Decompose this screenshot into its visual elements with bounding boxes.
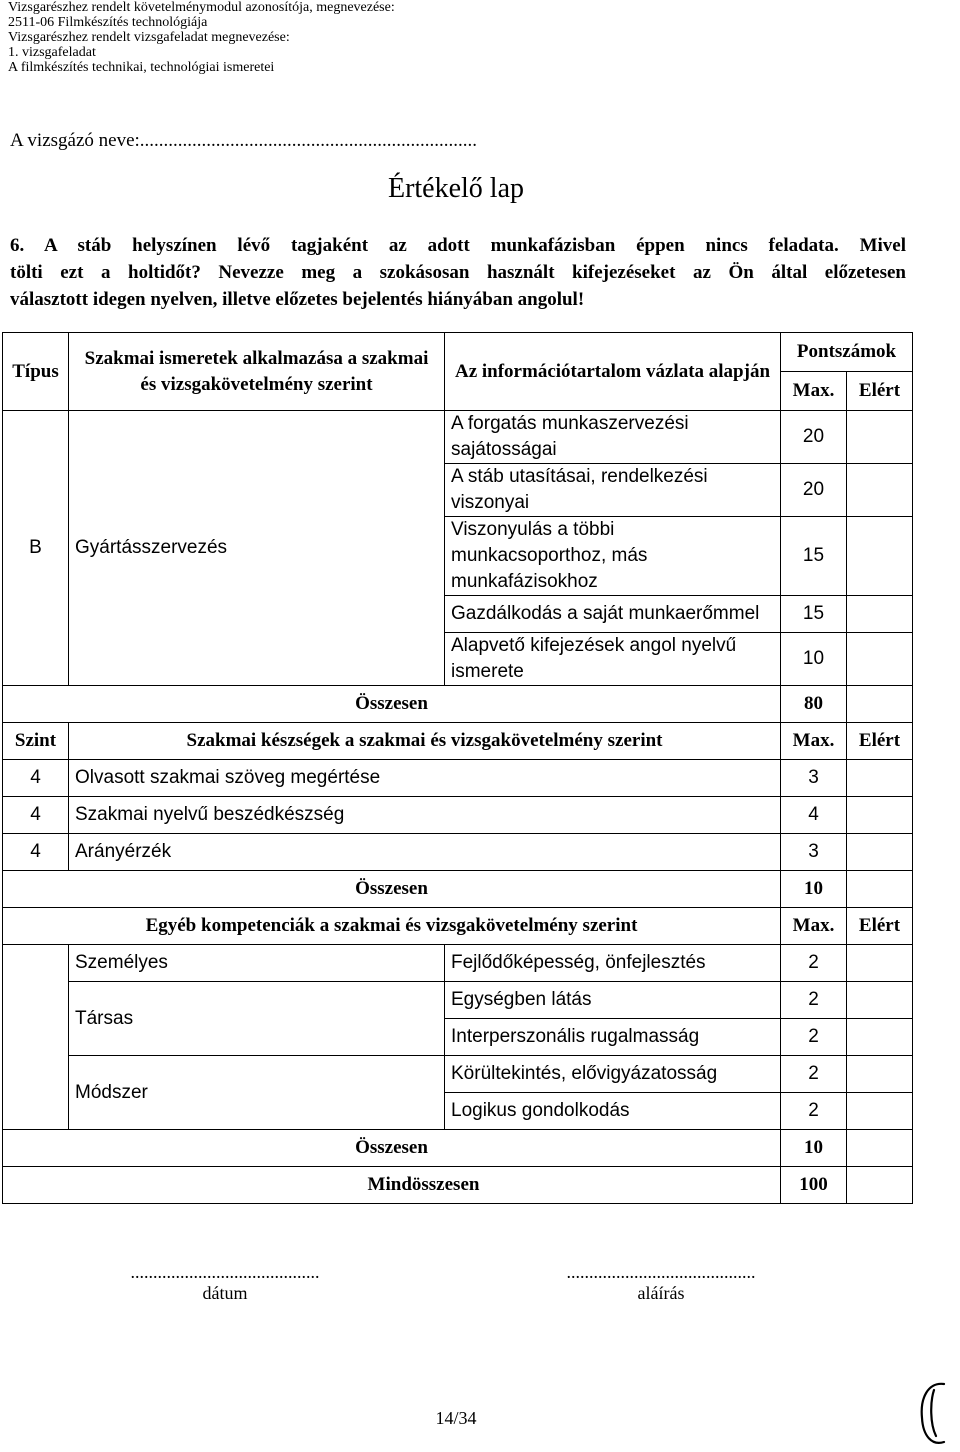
skill-max: 3 (781, 760, 847, 797)
achieved-header: Elért (847, 908, 913, 945)
grand-total-label: Mindösszesen (3, 1167, 781, 1204)
type-header: Típus (3, 333, 69, 411)
competence-max: 2 (781, 982, 847, 1019)
examinee-name-field[interactable]: A vizsgázó neve:....................................................................... (10, 130, 478, 151)
level-header: Szint (3, 723, 69, 760)
max-header: Max. (781, 372, 847, 411)
grand-total-value: 100 (781, 1167, 847, 1204)
competence-item: Egységben látás (445, 982, 781, 1019)
type-value: B (3, 411, 69, 686)
competence-achieved[interactable] (847, 982, 913, 1019)
date-line[interactable]: .......................................... (130, 1262, 320, 1282)
knowledge-max: 20 (781, 411, 847, 464)
achieved-header: Elért (847, 723, 913, 760)
question-line: 6. A stáb helyszínen lévő tagjaként az adott munkafázisban éppen nincs feladata. Mivel (10, 235, 906, 256)
skill-item: Szakmai nyelvű beszédkészség (69, 797, 781, 834)
competence-item: Körültekintés, elővigyázatosság (445, 1056, 781, 1093)
knowledge-max: 20 (781, 464, 847, 517)
subtotal-value: 10 (781, 871, 847, 908)
points-header: Pontszámok (781, 333, 913, 372)
knowledge-item: Alapvető kifejezések angol nyelvű ismerete (445, 633, 781, 686)
knowledge-max: 15 (781, 517, 847, 596)
skill-level: 4 (3, 760, 69, 797)
competence-achieved[interactable] (847, 945, 913, 982)
question-line: tölti ezt a holtidőt? Nevezze meg a szokásosan használt kifejezéseket az Ön által előzetesen (10, 262, 906, 283)
knowledge-item: Viszonyulás a többi munkacsoporthoz, más munkafázisokhoz (445, 517, 781, 596)
achieved-header: Elért (847, 372, 913, 411)
info-header: Az információtartalom vázlata alapján (445, 333, 781, 411)
knowledge-achieved[interactable] (847, 464, 913, 517)
competence-max: 2 (781, 1056, 847, 1093)
date-signature-block (92, 1262, 358, 1304)
competence-section-header: Egyéb kompetenciák a szakmai és vizsgakövetelmény szerint (3, 908, 781, 945)
competence-group: Társas (69, 982, 445, 1056)
knowledge-item: Gazdálkodás a saját munkaerőmmel (445, 596, 781, 633)
subtotal-label: Összesen (3, 871, 781, 908)
page-title: Értékelő lap (387, 173, 525, 204)
subtotal-value: 10 (781, 1130, 847, 1167)
header-line: A filmkészítés technikai, technológiai ismeretei (8, 60, 275, 75)
question-line: választott idegen nyelven, illetve előzetes bejelentés hiányában angolul! (10, 289, 585, 310)
competence-group: Személyes (69, 945, 445, 982)
knowledge-max: 10 (781, 633, 847, 686)
spacer-cell (3, 982, 69, 1019)
competence-max: 2 (781, 945, 847, 982)
competence-achieved[interactable] (847, 1019, 913, 1056)
area-label: Gyártásszervezés (69, 411, 445, 686)
skills-section-header: Szakmai készségek a szakmai és vizsgakövetelmény szerint (69, 723, 781, 760)
header-line: Vizsgarészhez rendelt követelménymodul azonosítója, megnevezése: (8, 0, 395, 15)
skill-achieved[interactable] (847, 797, 913, 834)
skills-header: Szakmai ismeretek alkalmazása a szakmai és vizsgakövetelmény szerint (69, 333, 445, 411)
header-line: 1. vizsgafeladat (8, 45, 96, 60)
competence-achieved[interactable] (847, 1093, 913, 1130)
task-question (10, 232, 906, 313)
knowledge-achieved[interactable] (847, 633, 913, 686)
competence-max: 2 (781, 1019, 847, 1056)
max-header: Max. (781, 908, 847, 945)
skill-level: 4 (3, 797, 69, 834)
skill-achieved[interactable] (847, 834, 913, 871)
handwritten-mark-icon (914, 1378, 954, 1450)
header-line: Vizsgarészhez rendelt vizsgafeladat megnevezése: (8, 30, 290, 45)
skill-max: 3 (781, 834, 847, 871)
spacer-cell (3, 945, 69, 982)
signature-line[interactable]: .......................................... (566, 1262, 756, 1282)
competence-max: 2 (781, 1093, 847, 1130)
signature-block (528, 1262, 794, 1304)
skill-max: 4 (781, 797, 847, 834)
header-line: 2511-06 Filmkészítés technológiája (8, 15, 208, 30)
spacer-cell (3, 1019, 69, 1056)
subtotal-label: Összesen (3, 1130, 781, 1167)
subtotal-value: 80 (781, 686, 847, 723)
evaluation-table (2, 332, 913, 1204)
knowledge-max: 15 (781, 596, 847, 633)
spacer-cell (3, 1056, 69, 1093)
knowledge-item: A stáb utasításai, rendelkezési viszonyai (445, 464, 781, 517)
skill-item: Olvasott szakmai szöveg megértése (69, 760, 781, 797)
knowledge-achieved[interactable] (847, 517, 913, 596)
grand-total-achieved[interactable] (847, 1167, 913, 1204)
page-number: 14/34 (435, 1408, 477, 1428)
knowledge-achieved[interactable] (847, 411, 913, 464)
signature-label: aláírás (637, 1283, 685, 1303)
subtotal-achieved[interactable] (847, 686, 913, 723)
skill-item: Arányérzék (69, 834, 781, 871)
subtotal-label: Összesen (3, 686, 781, 723)
competence-item: Logikus gondolkodás (445, 1093, 781, 1130)
date-label: dátum (202, 1283, 248, 1303)
subtotal-achieved[interactable] (847, 871, 913, 908)
spacer-cell (3, 1093, 69, 1130)
knowledge-achieved[interactable] (847, 596, 913, 633)
subtotal-achieved[interactable] (847, 1130, 913, 1167)
skill-level: 4 (3, 834, 69, 871)
knowledge-item: A forgatás munkaszervezési sajátosságai (445, 411, 781, 464)
max-header: Max. (781, 723, 847, 760)
skill-achieved[interactable] (847, 760, 913, 797)
competence-item: Interperszonális rugalmasság (445, 1019, 781, 1056)
competence-achieved[interactable] (847, 1056, 913, 1093)
competence-group: Módszer (69, 1056, 445, 1130)
competence-item: Fejlődőképesség, önfejlesztés (445, 945, 781, 982)
document-header (8, 0, 395, 75)
